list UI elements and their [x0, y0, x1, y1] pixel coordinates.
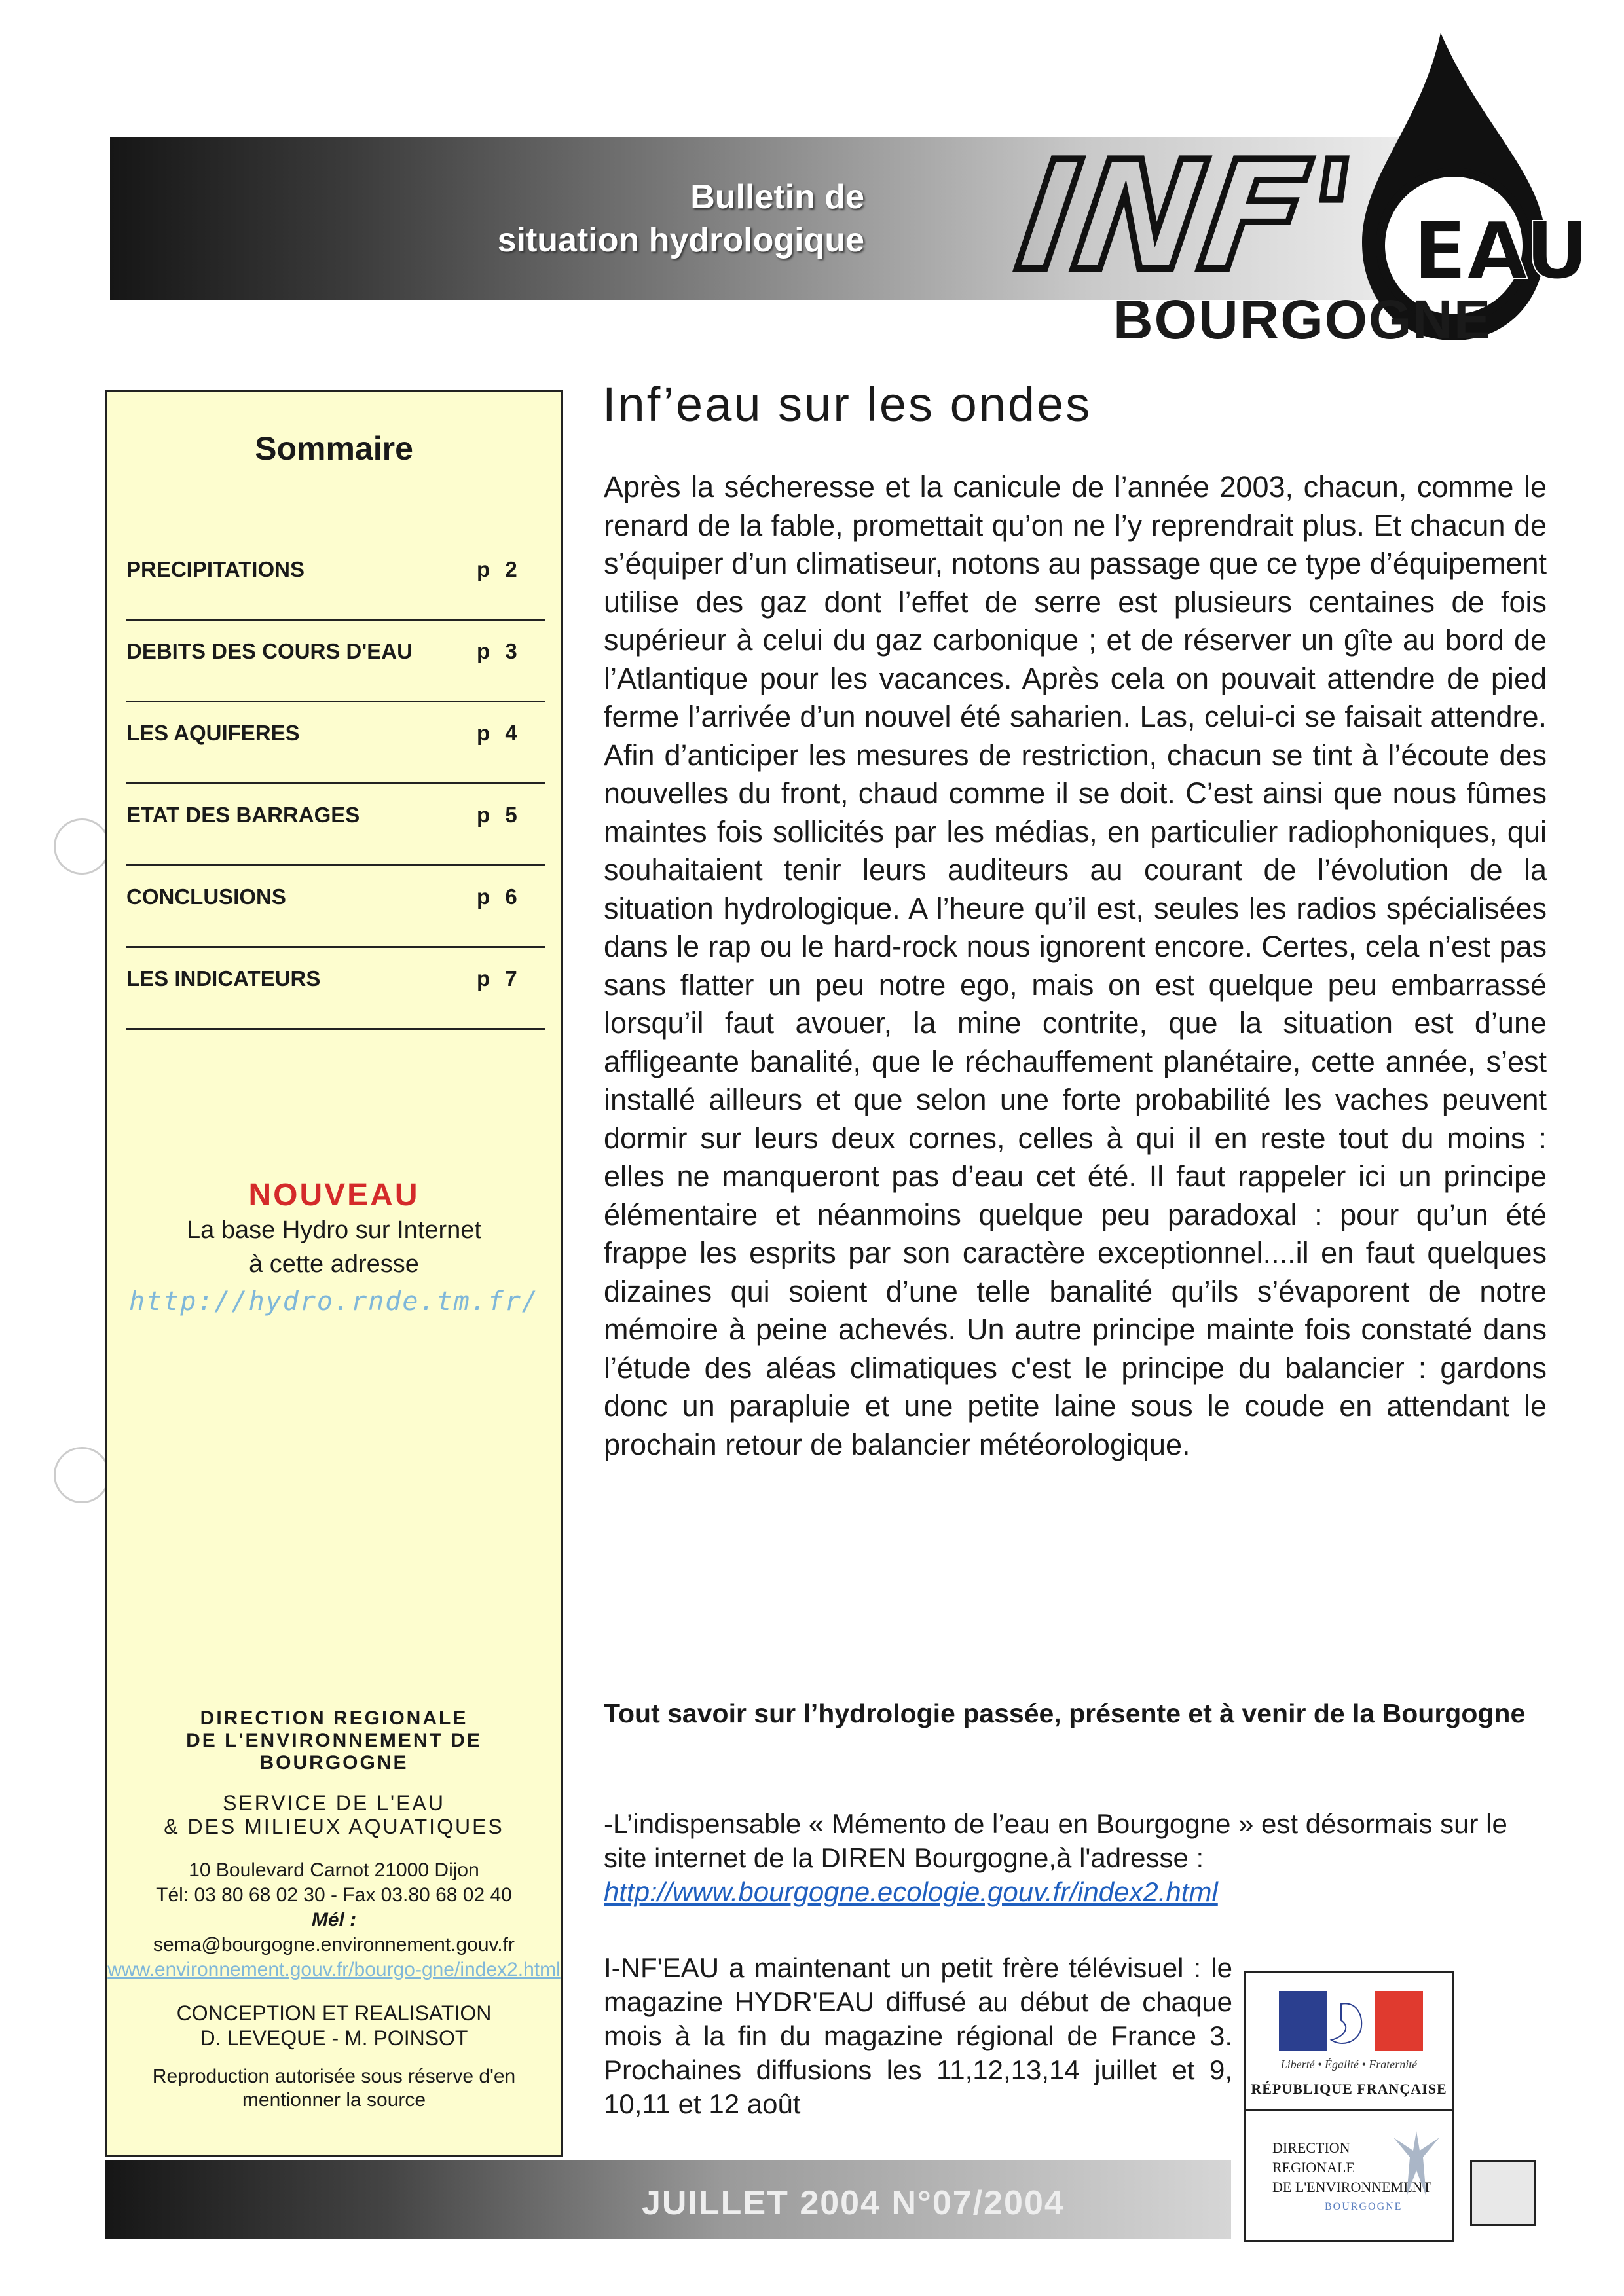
toc-label: CONCLUSIONS: [126, 884, 286, 909]
toc-item-aquiferes[interactable]: [126, 702, 545, 784]
marianne-flag-icon: [1279, 1991, 1423, 2051]
toc-page: p 4: [477, 721, 517, 745]
toc-item-barrages[interactable]: [126, 784, 545, 866]
email-link[interactable]: sema@bourgogne.environnement.gouv.fr: [153, 1934, 515, 1956]
service-line1: SERVICE DE L'EAU: [223, 1791, 445, 1815]
toc-page: p 7: [477, 966, 517, 991]
toc-page: p 2: [477, 557, 517, 581]
info-heading: Tout savoir sur l’hydrologie passée, présente et à venir de la Bourgogne: [604, 1698, 1526, 1728]
diren-line1: DIRECTION: [1272, 2140, 1350, 2156]
contact-block: [107, 1707, 561, 2112]
toc-label: PRECIPITATIONS: [126, 557, 304, 581]
direction-line2: DE L'ENVIRONNEMENT DE: [186, 1730, 482, 1751]
service-line2: & DES MILIEUX AQUATIQUES: [164, 1815, 504, 1838]
table-of-contents: [126, 539, 545, 1030]
hydro-url-link[interactable]: http://hydro.rnde.tm.fr/: [129, 1286, 539, 1317]
memento-paragraph: [604, 1807, 1547, 1909]
toc-item-debits[interactable]: [126, 621, 545, 702]
republique-motto: Liberté • Égalité • Fraternité: [1280, 2058, 1418, 2071]
direction-line3: BOURGOGNE: [259, 1752, 409, 1774]
conception-title: CONCEPTION ET REALISATION: [176, 2001, 492, 2025]
nouveau-heading: NOUVEAU: [248, 1178, 420, 1212]
republique-name: RÉPUBLIQUE FRANÇAISE: [1251, 2081, 1447, 2097]
authors: D. LEVEQUE - M. POINSOT: [200, 2026, 468, 2050]
toc-label: ETAT DES BARRAGES: [126, 803, 360, 827]
toc-label: DEBITS DES COURS D'EAU: [126, 639, 413, 663]
binder-hole-bottom: [54, 1447, 110, 1503]
issue-label: JUILLET 2004 N°07/2004: [642, 2184, 1065, 2222]
postal-address: 10 Boulevard Carnot 21000 Dijon: [189, 1859, 479, 1881]
reproduction-notice: Reproduction autorisée sous réserve d'en mentionner la source: [152, 2066, 516, 2111]
corner-square: [1470, 2160, 1536, 2226]
diren-line2: REGIONALE: [1272, 2159, 1355, 2176]
sommaire-title: Sommaire: [255, 430, 413, 467]
article-headline: Inf’eau sur les ondes: [602, 377, 1092, 431]
toc-label: LES AQUIFERES: [126, 721, 300, 745]
article-body: Après la sécheresse et la canicule de l’année 2003, chacun, comme le renard de la fable, promettait qu’on ne l’y reprendrait plus. Et chacun de s’équiper d’un climatiseur, notons au passage que ce type d’équipement utilise des gaz dont l’effet de serre est plusieurs centaines de fois supérieur à celui du gaz carbonique ; et de réserver un gîte au bord de l’Atlantique pour les vacances. Après cela on pouvait attendre de pied ferme l’arrivée d’un nouvel été saharien. Las, celui-ci se faisait attendre. Afin d’anticiper les mesures de restriction, chacun se tint à l’écoute des nouvelles du front, chaud comme il se doit. C’est ainsi que nous fûmes maintes fois sollicités par les médias, en particulier radiophoniques, qui souhaitaient tenir leurs auditeurs au courant de l’évolution de la situation hydrologique. A l’heure qu’il est, seules les radios spécialisées dans le rap ou le hard-rock nous ignorent encore. Certes, cela n’est pas sans flatter un peu notre ego, mais on est quelque peu embarrassé lorsqu’il faut avouer, la mine contrite, que la situation est d’une affligeante banalité, que le réchauffement planétaire, cette année, s’est installé ailleurs et que selon une forte probabilité les vaches peuvent dormir sur leurs deux cornes, celles à qui il en reste tout du moins : elles ne manqueront pas d’eau cet été. Il faut rappeler ici un principe élémentaire et néanmoins quelque peu paradoxal : pour qu’un été frappe les esprits par son caractère exceptionnel....il en faut quelques dizaines qui soient d’une telle banalité qu’ils s’évaporent de notre mémoire à peine achevés. Un autre principe mainte fois constaté dans l’étude des aléas climatiques c'est le principe du balancier : gardons donc un parapluie et une petite laine sous le coude en attendant le prochain retour de balancier météorologique.: [604, 470, 1547, 1461]
tv-paragraph: I-NF'EAU a maintenant un petit frère télévisuel : le magazine HYDR'EAU diffusé au début de chaque mois à la fin du magazine régional de France 3. Prochaines diffusions les 11,12,13,14 juillet et 9, 10,11 et 12 août: [604, 1952, 1232, 2119]
diren-figure-icon: [1387, 2124, 1446, 2203]
binder-hole-top: [54, 818, 110, 875]
diren-logo: [1244, 2111, 1454, 2242]
toc-label: LES INDICATEURS: [126, 966, 321, 991]
diren-line4: BOURGOGNE: [1325, 2201, 1403, 2212]
bulletin-title-line1: Bulletin de: [690, 178, 864, 216]
toc-page: p 6: [477, 884, 517, 909]
svg-text:INF': INF': [1008, 128, 1365, 304]
nouveau-line1: La base Hydro sur Internet: [187, 1216, 481, 1244]
toc-page: p 3: [477, 639, 517, 663]
diren-line3: DE L'ENVIRONNEMENT: [1272, 2179, 1431, 2195]
sommaire-panel: [105, 390, 563, 2157]
nouveau-line2: à cette adresse: [249, 1250, 419, 1278]
direction-line1: DIRECTION REGIONALE: [200, 1707, 468, 1729]
memento-text: -L’indispensable « Mémento de l’eau en Bourgogne » est désormais sur le site internet de la DIREN Bourgogne,à l'adresse :: [604, 1808, 1507, 1873]
bulletin-title: [367, 175, 864, 262]
nouveau-notice: [107, 1177, 561, 1317]
republique-francaise-logo: [1244, 1971, 1454, 2111]
toc-item-conclusions[interactable]: [126, 866, 545, 948]
svg-text:EAU: EAU: [1413, 206, 1589, 297]
mel-label: Mél :: [311, 1909, 357, 1931]
website-link[interactable]: www.environnement.gouv.fr/bourgo-gne/index2.html: [107, 1959, 561, 1980]
toc-page: p 5: [477, 803, 517, 827]
toc-item-indicateurs[interactable]: [126, 948, 545, 1030]
bulletin-title-line2: situation hydrologique: [497, 221, 864, 259]
phone-fax: Tél: 03 80 68 02 30 - Fax 03.80 68 02 40: [156, 1884, 512, 1906]
toc-item-precipitations[interactable]: [126, 539, 545, 621]
diren-website-link[interactable]: http://www.bourgogne.ecologie.gouv.fr/index2.html: [604, 1876, 1218, 1907]
logo-region: BOURGOGNE: [1113, 289, 1492, 350]
